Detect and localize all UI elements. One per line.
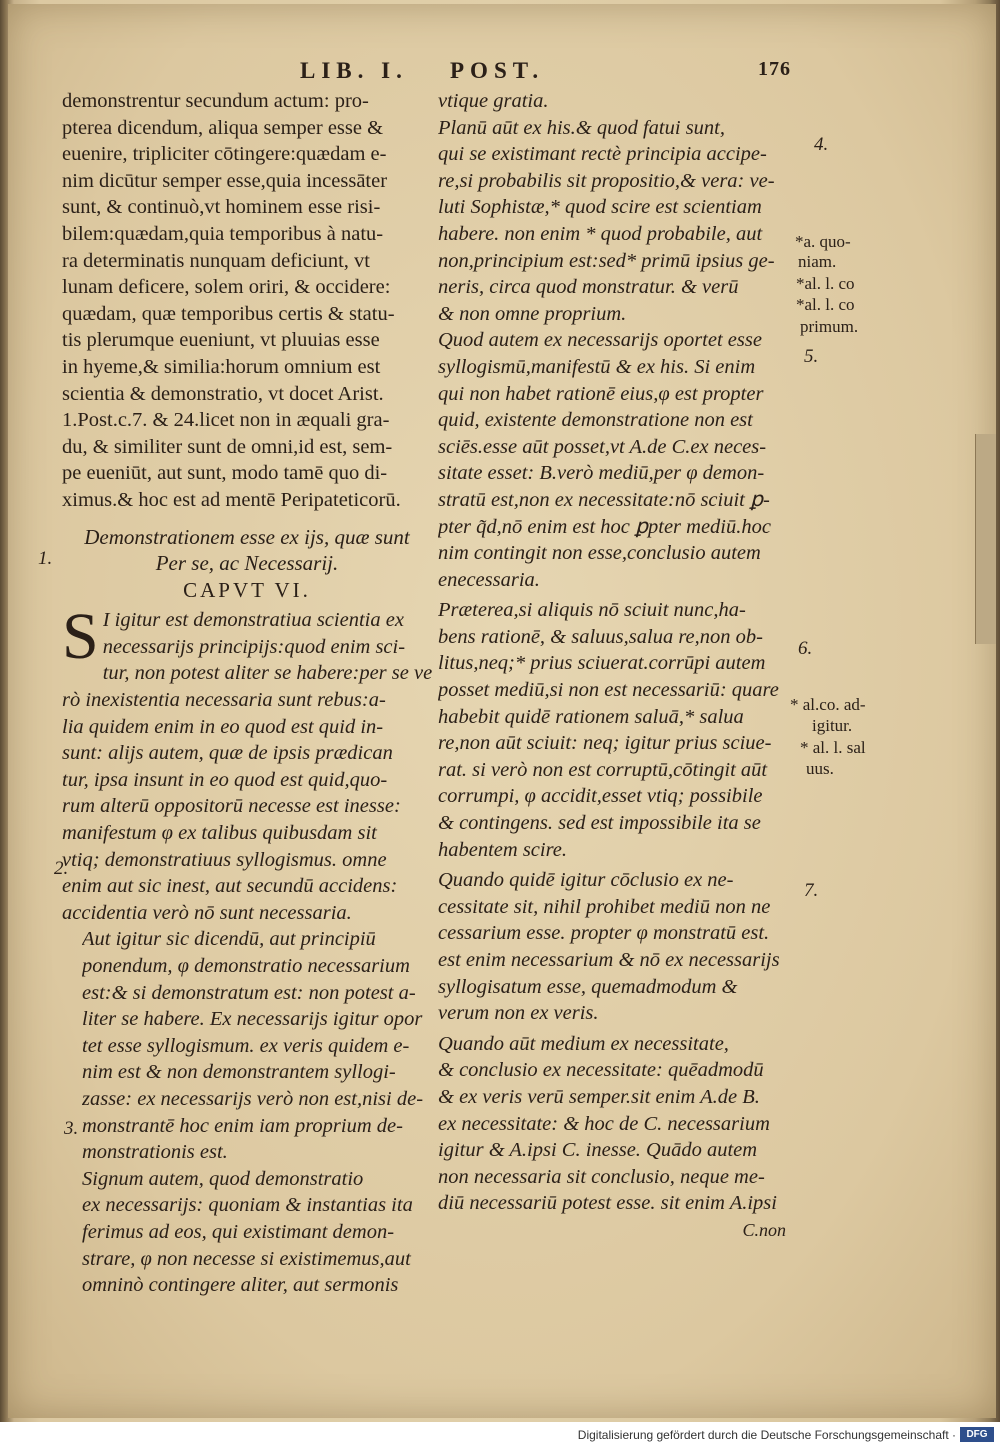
chapter-heading-line1: Demonstrationem esse ex ijs, quæ sunt [84, 524, 410, 549]
section-number-3: 3. [64, 1118, 79, 1139]
text-line: vtiq; demonstratiuus syllogismus. omne [62, 848, 387, 871]
margin-note-d: primum. [800, 317, 859, 336]
text-line: tis plerumque eueniunt, vt pluuias esse [62, 329, 380, 352]
text-line: ex necessitate: & hoc de C. necessarium [438, 1112, 770, 1135]
text-line: sunt: alijs autem, quæ de ipsis prædican [62, 742, 393, 765]
text-line: & contingens. sed est impossibile ita se [438, 812, 761, 835]
text-line: corrumpi, φ accidit,esset vtiq; possibile [438, 785, 763, 808]
text-line: cessarium esse. propter φ monstratū est. [438, 922, 770, 945]
text-line: igitur & A.ipsi C. inesse. Quādo autem [438, 1139, 758, 1162]
text-line: euenire, tripliciter cōtingere:quædam e- [62, 143, 387, 166]
text-line: I igitur est demonstratiua scientia ex [102, 609, 404, 632]
text-line: est enim necessarium & nō ex necessarijs [438, 949, 780, 971]
text-line: Planū aūt ex his.& quod fatui sunt, [438, 116, 725, 139]
text-line: strare, φ non necesse si existimemus,aut [82, 1247, 411, 1270]
margin-note-a: *a. quo- [795, 232, 851, 251]
text-line: du, & similiter sunt de omni,id est, sem- [62, 435, 393, 458]
text-line: sciēs.esse aūt posset,vt A.de C.ex neces- [438, 435, 767, 458]
text-line: pe eueniūt, aut sunt, modo tamē quo di- [62, 462, 388, 485]
catchword: C.non [742, 1219, 786, 1240]
text-line: Signum autem, quod demonstratio [82, 1167, 364, 1190]
text-line: accidentia verò nō sunt necessaria. [62, 901, 352, 924]
section-number-6: 6. [798, 638, 813, 659]
left-column [62, 88, 432, 1299]
folio-number: 176 [758, 58, 791, 80]
text-line: litus,neq;* prius sciuerat.corrūpi autem [438, 652, 766, 675]
text-line: ponendum, φ demonstratio necessarium [82, 955, 410, 977]
right-text-top [438, 88, 796, 327]
text-line: Quando aūt medium ex necessitate, [438, 1032, 729, 1055]
section-number-5: 5. [804, 346, 819, 367]
text-line: sitate esset: B.verò mediū,per φ demon- [438, 462, 765, 485]
margin-note-e: * al.co. ad- [790, 695, 866, 714]
text-line: lia quidem enim in eo quod est quid in- [62, 715, 384, 738]
left-commentary [62, 88, 432, 514]
text-line: enecessaria. [438, 568, 540, 591]
text-line: non,principium est:sed* primū ipsius ge- [438, 249, 775, 272]
text-line: Aut igitur sic dicendū, aut principiū [82, 928, 376, 951]
text-line: & conclusio ex necessitate: quēadmodū [438, 1059, 764, 1082]
text-line: quædam, quæ temporibus certis & statu- [62, 302, 395, 325]
text-line: sunt, & continuò,vt hominem esse risi- [62, 196, 381, 219]
paragraph-2 [62, 926, 432, 1165]
text-line: cessitate sit, nihil prohibet mediū non ne [438, 895, 771, 918]
text-line: Præterea,si aliquis nō sciuit nunc,ha- [438, 599, 746, 622]
text-line: diū necessariū potest esse. sit enim A.ipsi [438, 1192, 777, 1215]
paragraph-1-lines [62, 600, 432, 926]
text-line: non necessaria sit conclusio, neque me- [438, 1165, 765, 1188]
section-number-7: 7. [804, 880, 819, 901]
text-line: lunam deficere, solem oriri, & occidere: [62, 276, 391, 299]
text-line: liter se habere. Ex necessarijs igitur opor [82, 1008, 423, 1031]
text-line: bens rationē, & saluus,salua re,non ob- [438, 625, 763, 648]
text-line: ra determinatis nunquam deficiunt, vt [62, 249, 370, 272]
text-line: pterea dicendum, aliqua semper esse & [62, 116, 384, 139]
paragraph-6 [438, 597, 796, 863]
text-line: tet esse syllogismum. ex veris quidem e- [82, 1034, 410, 1057]
text-line: ex necessarijs: quoniam & instantias ita [82, 1194, 413, 1217]
text-line: nim contingit non esse,conclusio autem [438, 542, 761, 565]
text-line: monstrationis est. [82, 1141, 228, 1164]
margin-note-e2: igitur. [812, 716, 853, 735]
paragraph-8 [438, 1031, 796, 1217]
margin-note-f: * al. l. sal [800, 738, 866, 757]
text-line: posset mediū,si non est necessariū: quare [438, 679, 779, 702]
text-line: rò inexistentia necessaria sunt rebus:a- [62, 689, 386, 712]
margin-note-c: *al. l. co [796, 295, 855, 314]
text-line: scientia & demonstratio, vt docet Arist. [62, 382, 384, 405]
text-line: & ex veris verū semper.sit enim A.de B. [438, 1085, 760, 1108]
margin-note-b: *al. l. co [796, 274, 855, 293]
text-line: rum alterū oppositorū necesse est inesse: [62, 795, 401, 818]
dfg-logo-icon: DFG [960, 1427, 994, 1442]
text-line: demonstrentur secundum actum: pro- [62, 90, 369, 112]
section-number-1: 1. [38, 548, 53, 569]
section-number-2: 2. [54, 858, 69, 879]
text-line: nim dicūtur semper esse,quia incessāter [62, 169, 388, 192]
text-line: re,non aūt sciuit: neq; igitur prius sciue- [438, 732, 772, 755]
text-line: & non omne proprium. [438, 302, 627, 325]
chapter-heading-line2: Per se, ac Necessarij. [155, 551, 339, 576]
text-line: vtique gratia. [438, 90, 549, 112]
paragraph-5 [438, 327, 796, 593]
text-line: Quando quidē igitur cōclusio ex ne- [438, 869, 734, 892]
page-edge-tab [975, 434, 996, 644]
drop-cap: S [62, 600, 99, 674]
text-line: habebit quidē rationem saluā,* salua [438, 705, 744, 728]
chapter-number: CAPVT VI. [183, 577, 311, 602]
text-line: verum non ex veris. [438, 1002, 599, 1025]
text-line: ferimus ad eos, qui existimant demon- [82, 1220, 395, 1243]
text-line: enim aut sic inest, aut secundū accidens: [62, 875, 398, 898]
text-line: zasse: ex necessarijs verò non est,nisi de- [82, 1087, 424, 1110]
text-line: syllogismū,manifestū & ex his. Si enim [438, 355, 756, 378]
section-number-4: 4. [814, 134, 829, 155]
text-line: est:& si demonstratum est: non potest a- [82, 981, 416, 1004]
text-line: manifestum φ ex talibus quibusdam sit [62, 822, 377, 845]
running-head-right: POST. [450, 58, 545, 83]
text-line: rat. si verò non est corruptū,cōtingit aūt [438, 758, 768, 781]
footer-credit: Digitalisierung gefördert durch die Deutsche Forschungsgemeinschaft · [577, 1428, 956, 1442]
text-line: tur, ipsa insunt in eo quod est quid,quo- [62, 768, 388, 791]
text-line: re,si probabilis sit propositio,& vera: ve- [438, 169, 775, 192]
text-line: neris, circa quod monstratur. & verū [438, 276, 739, 299]
text-line: syllogisatum esse, quemadmodum & [438, 975, 738, 998]
text-line: bilem:quædam,quia temporibus à natu- [62, 222, 384, 245]
text-line: nim est & non demonstrantem syllogi- [82, 1061, 396, 1084]
text-line: habere. non enim * quod probabile, aut [438, 222, 763, 245]
text-line: omninò contingere aliter, aut sermonis [82, 1274, 399, 1297]
paragraph-1 [62, 600, 432, 926]
text-line: luti Sophistæ,* quod scire est scientiam [438, 196, 762, 219]
text-line: tur, non potest aliter se habere:per se ve [102, 662, 432, 685]
text-line: stratū est,non ex necessitate:nō sciuit ꝑ- [438, 488, 770, 511]
paragraph-7 [438, 867, 796, 1027]
right-column [438, 88, 796, 1244]
text-line: qui non habet rationē eius,φ est propter [438, 382, 764, 405]
text-line: ximus.& hoc est ad mentē Peripateticorū. [62, 488, 401, 511]
text-line: quid, existente demonstratione non est [438, 409, 753, 432]
text-line: qui se existimant rectè principia accipe- [438, 143, 767, 166]
text-line: Quod autem ex necessarijs oportet esse [438, 329, 762, 352]
margin-note-a2: niam. [798, 252, 837, 271]
text-line: necessarijs principijs:quod enim sci- [102, 635, 406, 658]
running-head-left: LIB. I. [300, 58, 408, 83]
text-line: habentem scire. [438, 838, 568, 861]
paragraph-3 [62, 1166, 432, 1299]
footer-bar [0, 1422, 1000, 1448]
text-line: monstrantē hoc enim iam proprium de- [82, 1114, 403, 1137]
text-line: in hyeme,& similia:horum omnium est [62, 355, 381, 378]
text-line: pter q̃d,nō enim est hoc ꝑpter mediū.hoc [438, 515, 771, 538]
text-line: 1.Post.c.7. & 24.licet non in æquali gra- [62, 409, 390, 432]
margin-note-f2: uus. [806, 759, 834, 778]
